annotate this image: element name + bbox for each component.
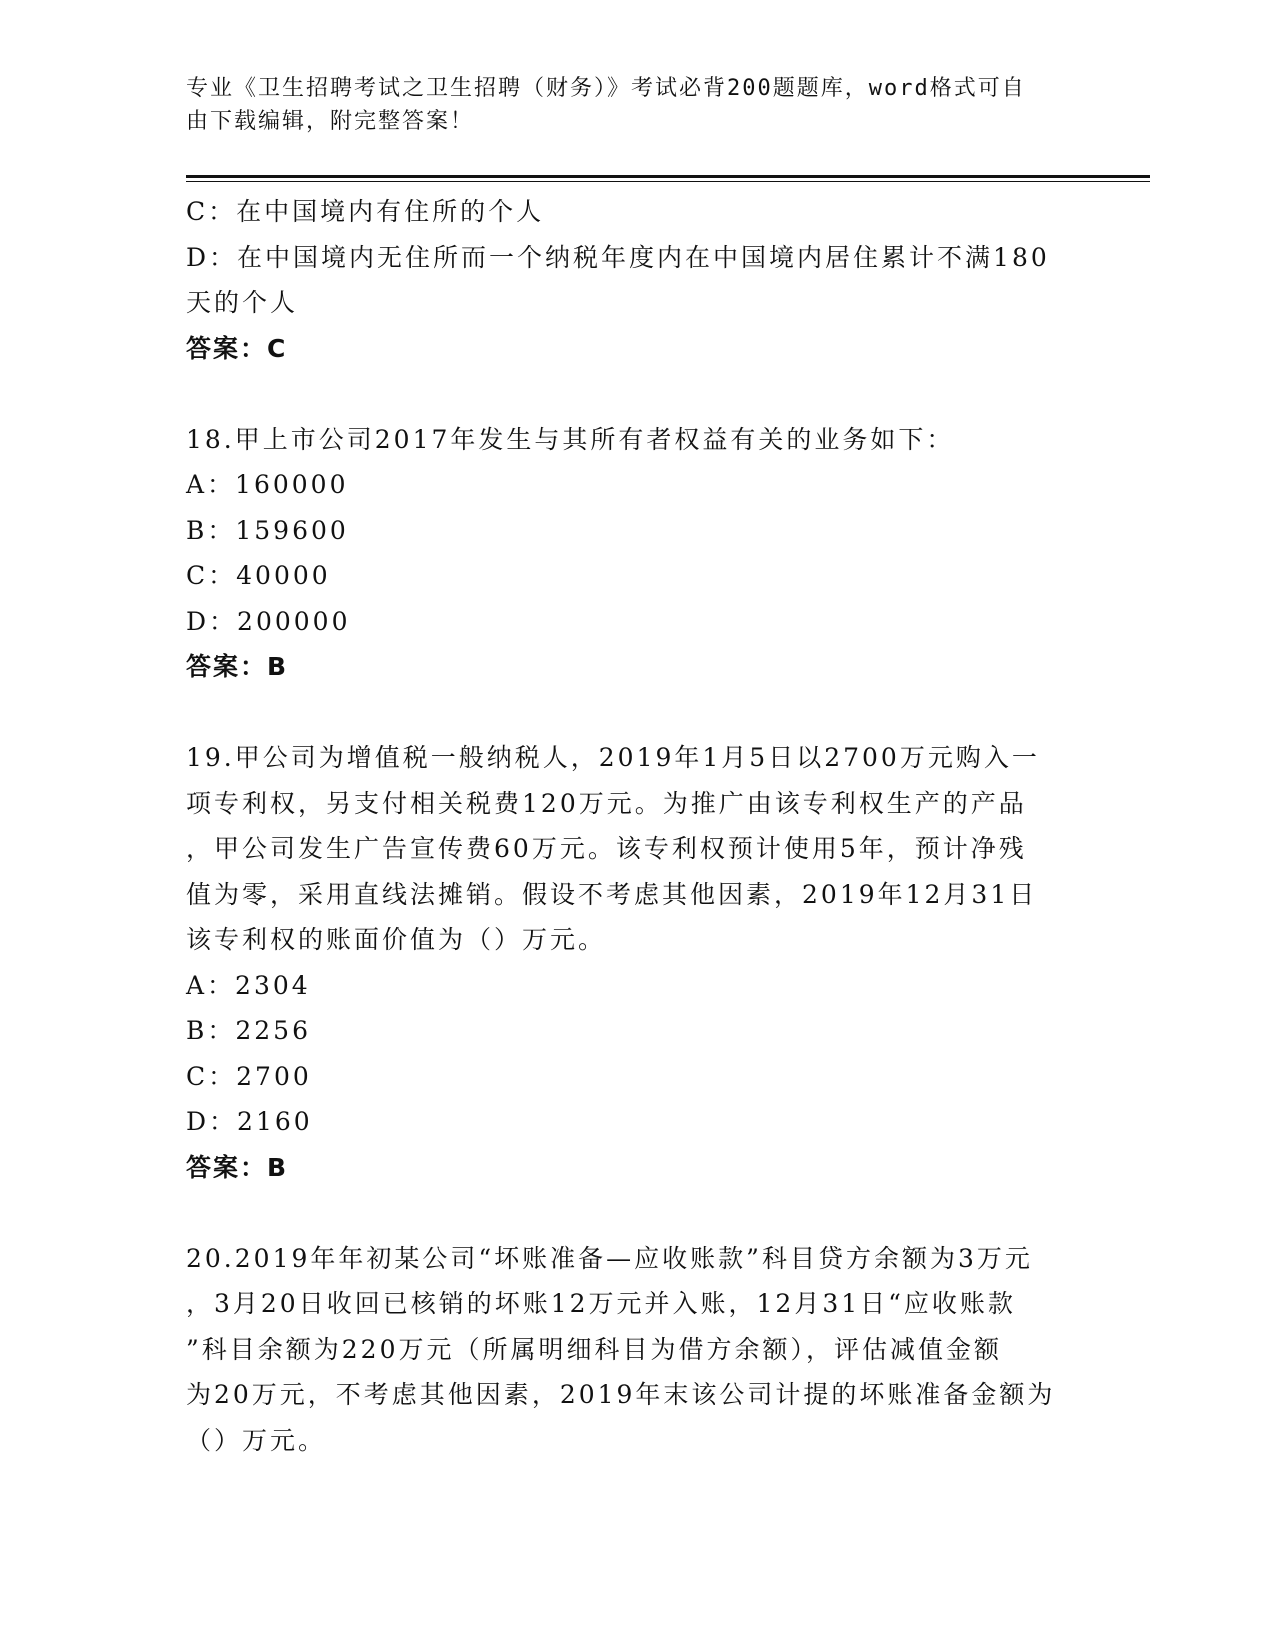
document-header [186,72,1066,138]
question-17-fragment [186,189,1086,371]
option-c: C：40000 [186,561,331,590]
question-stem-line: ，3月20日收回已核销的坏账12万元并入账，12月31日“应收账款 [186,1289,1016,1318]
question-stem-line: ，甲公司发生广告宣传费60万元。该专利权预计使用5年，预计净残 [186,834,1027,863]
option-c: C：在中国境内有住所的个人 [186,197,545,226]
option-d-continued: 天的个人 [186,288,299,317]
header-rule-thick [186,175,1150,178]
option-c: C：2700 [186,1061,312,1091]
option-d: D：2160 [186,1107,313,1136]
question-19 [186,735,1086,1190]
answer-line: 答案：C [186,333,288,363]
option-b: B：159600 [186,515,349,545]
option-d: D：200000 [186,606,351,636]
option-d: D：在中国境内无住所而一个纳税年度内在中国境内居住累计不满180 [186,242,1050,272]
option-a: A：2304 [186,970,311,1000]
document-body [186,189,1086,1463]
question-stem-line: 为20万元，不考虑其他因素，2019年末该公司计提的坏账准备金额为 [186,1380,1056,1409]
answer-line: 答案：B [186,1152,289,1182]
question-stem-line: （）万元。 [186,1425,327,1455]
question-20 [186,1236,1086,1464]
question-stem-line: 值为零，采用直线法摊销。假设不考虑其他因素，2019年12月31日 [186,879,1038,909]
question-stem: 18.甲上市公司2017年发生与其所有者权益有关的业务如下： [186,424,955,454]
question-stem-line: 该专利权的账面价值为（）万元。 [186,925,607,954]
spacer [186,1190,1086,1236]
header-line-2: 由下载编辑，附完整答案！ [186,109,475,134]
spacer [186,690,1086,736]
option-a: A：160000 [186,470,349,499]
answer-line: 答案：B [186,652,289,681]
option-b: B：2256 [186,1016,311,1045]
header-rule-thin [186,181,1150,182]
question-stem-line: 项专利权，另支付相关税费120万元。为推广由该专利权生产的产品 [186,788,1027,818]
header-line-1: 专业《卫生招聘考试之卫生招聘（财务）》考试必背200题题库，word格式可自 [186,76,1026,101]
question-stem-line: ”科目余额为220万元（所属明细科目为借方余额），评估减值金额 [186,1334,1003,1364]
question-stem-line: 20.2019年年初某公司“坏账准备—应收账款”科目贷方余额为3万元 [186,1243,1033,1273]
spacer [186,371,1086,417]
question-18 [186,417,1086,690]
question-stem-line: 19.甲公司为增值税一般纳税人，2019年1月5日以2700万元购入一 [186,743,1040,772]
